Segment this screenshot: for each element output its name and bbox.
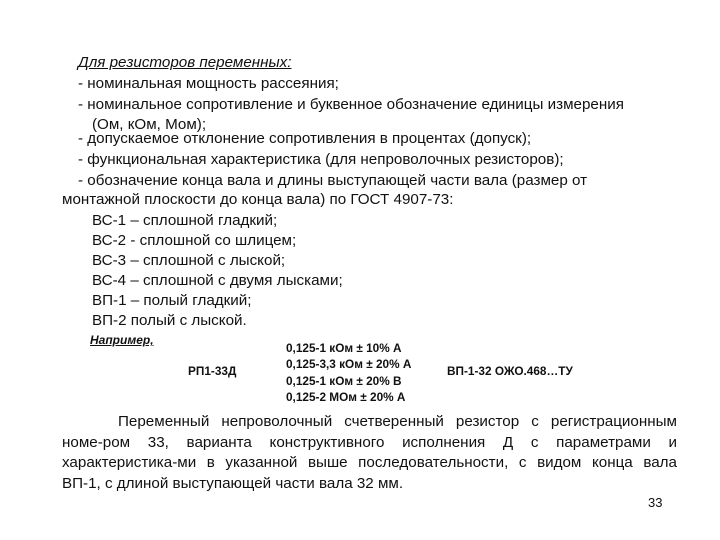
list-item: - обозначение конца вала и длины выступающей части вала (размер от <box>78 172 588 189</box>
shaft-type-item: ВС-4 – сплошной с двумя лысками; <box>92 272 343 289</box>
shaft-type-item: ВС-2 - сплошной со шлицем; <box>92 232 297 249</box>
list-item-continuation: (Ом, кОм, Мом); <box>92 116 207 133</box>
example-label: Например, <box>90 333 154 347</box>
parameter-line: 0,125-1 кОм ± 10% А <box>286 341 402 355</box>
list-item: - номинальное сопротивление и буквенное обозначение единицы измерения <box>78 96 624 113</box>
shaft-type-item: ВП-1 – полый гладкий; <box>92 292 252 309</box>
shaft-type-item: ВП-2 полый с лыской. <box>92 312 247 329</box>
paragraph-line: номе-ром 33, варианта конструктивного исполнения Д с параметрами и <box>62 433 677 451</box>
shaft-type-item: ВС-3 – сплошной с лыской; <box>92 252 286 269</box>
parameter-line: 0,125-3,3 кОм ± 20% А <box>286 357 412 372</box>
paragraph-line: характеристика-ми в указанной выше последовательности, с видом конца вала <box>62 454 677 471</box>
description-paragraph <box>62 412 677 494</box>
parameter-line: 0,125-1 кОм ± 20% В <box>286 373 402 388</box>
shaft-type-item: ВС-1 – сплошной гладкий; <box>92 212 278 229</box>
list-item: - номинальная мощность рассеяния; <box>78 75 339 92</box>
parameter-line: 0,125-2 МОм ± 20% А <box>286 389 406 404</box>
paragraph-line: Переменный непроволочный счетверенный резистор с регистрационным <box>118 413 677 430</box>
page-number: 33 <box>648 495 663 510</box>
resistor-designation: РП1-33Д <box>188 364 237 378</box>
parameter-list <box>286 340 411 405</box>
list-item-continuation: монтажной плоскости до конца вала) по ГОСТ 4907-73: <box>62 191 454 208</box>
section-heading: Для резисторов переменных: <box>78 54 292 71</box>
paragraph-line: ВП-1, с длиной выступающей части вала 32 мм. <box>62 474 404 492</box>
designation-suffix: ВП-1-32 ОЖО.468…ТУ <box>447 364 573 378</box>
list-item: - допускаемое отклонение сопротивления в процентах (допуск); <box>78 130 532 147</box>
list-item: - функциональная характеристика (для непроволочных резисторов); <box>78 151 564 168</box>
